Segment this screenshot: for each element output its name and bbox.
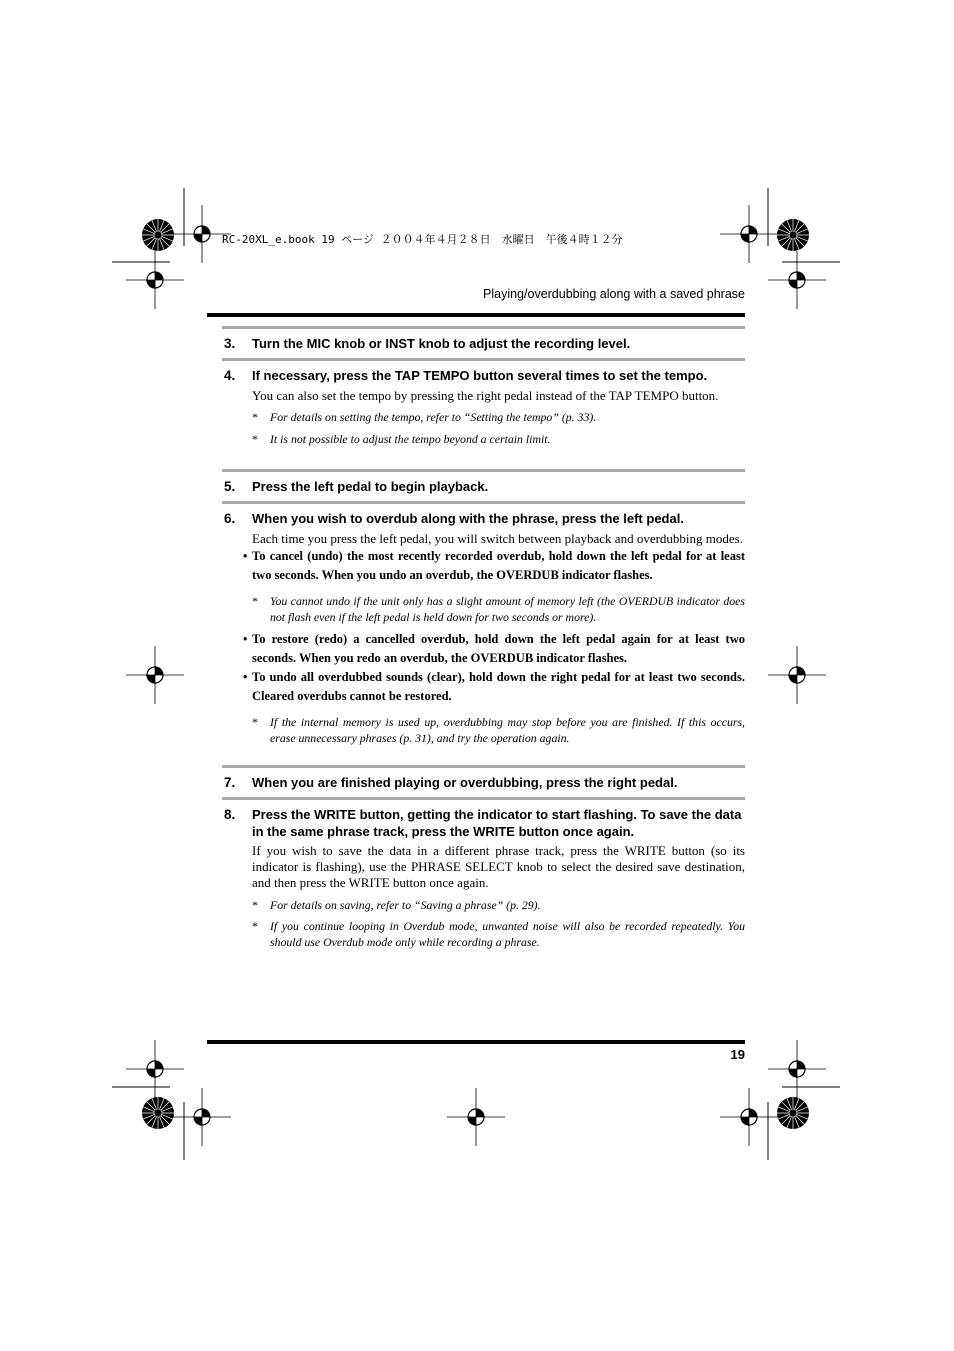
- step-body-text: Each time you press the left pedal, you will switch between playback and overdubbing modes.: [252, 531, 743, 546]
- bullet-text: To restore (redo) a cancelled overdub, hold down the left pedal again for at least two seconds. When you redo an overdub, the OVERDUB indicator flashes.: [252, 632, 745, 665]
- note-marker: *: [252, 919, 258, 933]
- starburst-mark: [142, 1097, 174, 1129]
- step-title-text: Press the left pedal to begin playback.: [252, 479, 489, 494]
- crosshair-mark: [173, 1088, 231, 1146]
- crosshair-mark: [173, 205, 231, 263]
- crosshair-mark: [720, 205, 778, 263]
- starburst-mark: [777, 1097, 809, 1129]
- step-number: 4.: [224, 368, 236, 383]
- note-marker: *: [252, 594, 258, 608]
- note-marker: *: [252, 432, 258, 446]
- note-text: It is not possible to adjust the tempo beyond a certain limit.: [270, 432, 551, 446]
- bullet-marker: •: [243, 670, 248, 684]
- step-number: 7.: [224, 775, 236, 790]
- note-text: You cannot undo if the unit only has a slight amount of memory left (the OVERDUB indicator does not flash even if the left pedal is held down for two seconds or more).: [270, 594, 745, 624]
- note-marker: *: [252, 898, 258, 912]
- crop-line: [112, 188, 840, 1160]
- step-number: 6.: [224, 511, 236, 526]
- crosshair-mark: [126, 1040, 184, 1098]
- starburst-mark: [142, 219, 174, 251]
- crosshair-mark: [447, 1088, 505, 1146]
- step-title-text: When you wish to overdub along with the phrase, press the left pedal.: [252, 511, 684, 526]
- crosshair-mark: [720, 1088, 778, 1146]
- step-title-text: Turn the MIC knob or INST knob to adjust the recording level.: [252, 336, 631, 351]
- step-body-text: If you wish to save the data in a different phrase track, press the WRITE button (so its indicator is flashing), use the PHRASE SELECT knob to select the desired save destination, and then press the WRITE button once again.: [252, 843, 745, 890]
- step-title-text: Press the WRITE button, getting the indicator to start flashing. To save the data in the same phrase track, press the WRITE button once again.: [252, 807, 742, 839]
- starburst-mark: [777, 219, 809, 251]
- note-text: For details on setting the tempo, refer to “Setting the tempo” (p. 33).: [270, 410, 597, 424]
- step-number: 3.: [224, 336, 236, 351]
- bullet-marker: •: [243, 632, 248, 646]
- step-title-text: If necessary, press the TAP TEMPO button several times to set the tempo.: [252, 368, 708, 383]
- crosshair-mark: [126, 646, 184, 704]
- bullet-text: To undo all overdubbed sounds (clear), hold down the right pedal for at least two seconds. Cleared overdubs cannot be restored.: [252, 670, 745, 703]
- note-text: If you continue looping in Overdub mode, unwanted noise will also be recorded repeatedly. You should use Overdub mode only while recording a phrase.: [270, 919, 745, 949]
- bullet-text: To cancel (undo) the most recently recorded overdub, hold down the left pedal for at least two seconds. When you undo an overdub, the OVERDUB indicator flashes.: [252, 549, 745, 582]
- bullet-marker: •: [243, 549, 248, 563]
- print-header: RC-20XL_e.book 19 ページ ２００４年４月２８日 水曜日 午後４時１２分: [222, 233, 623, 246]
- step-title-text: When you are finished playing or overdubbing, press the right pedal.: [252, 775, 678, 790]
- note-text: For details on saving, refer to “Saving a phrase” (p. 29).: [270, 898, 541, 912]
- crosshair-mark: [768, 1040, 826, 1098]
- crosshair-mark: [126, 251, 184, 309]
- crosshair-mark: [768, 646, 826, 704]
- note-marker: *: [252, 715, 258, 729]
- step-number: 5.: [224, 479, 236, 494]
- page-number: 19: [730, 1047, 745, 1062]
- crosshair-mark: [768, 251, 826, 309]
- step-body-text: You can also set the tempo by pressing the right pedal instead of the TAP TEMPO button.: [252, 388, 719, 403]
- running-head: Playing/overdubbing along with a saved phrase: [483, 287, 745, 301]
- note-marker: *: [252, 410, 258, 424]
- step-number: 8.: [224, 807, 236, 822]
- note-text: If the internal memory is used up, overdubbing may stop before you are finished. If this occurs, erase unnecessary phrases (p. 31), and try the operation again.: [270, 715, 745, 745]
